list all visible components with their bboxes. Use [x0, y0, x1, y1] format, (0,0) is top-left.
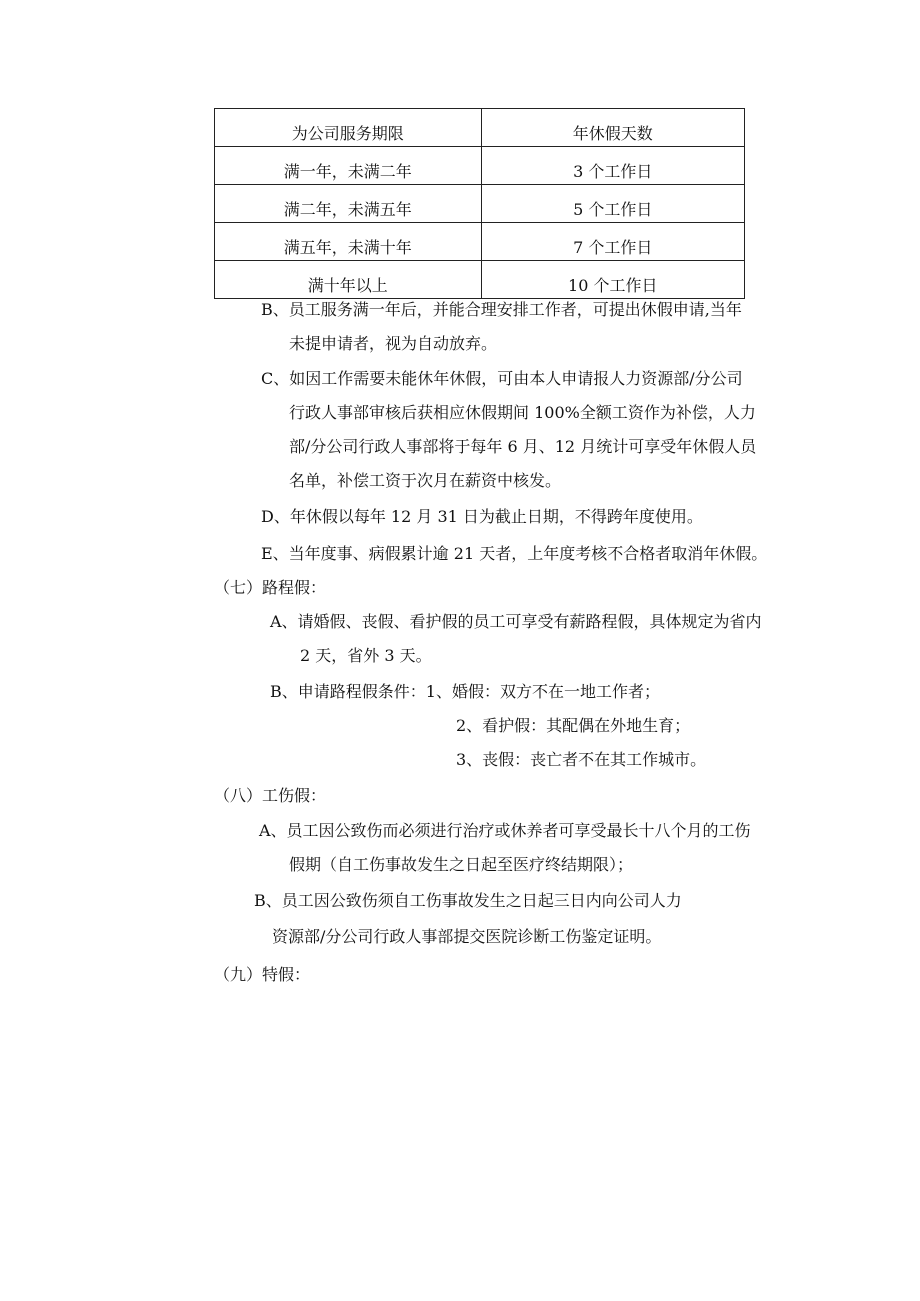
- special-leave-heading: （九）特假：: [214, 965, 311, 984]
- injury-leave-clause-a: A、员工因公致伤而必须进行治疗或休养者可享受最长十八个月的工伤: [259, 821, 751, 840]
- table-row: [215, 223, 745, 261]
- table-row: [215, 261, 745, 299]
- table-header-cell: 年休假天数: [481, 109, 745, 147]
- table-row: [215, 185, 745, 223]
- annual-leave-clause-c-cont: 部/分公司行政人事部将于每年 6 月、12 月统计可享受年休假人员: [289, 437, 757, 456]
- table-cell: 3 个工作日: [481, 147, 745, 185]
- travel-leave-clause-a: A、请婚假、丧假、看护假的员工可享受有薪路程假，具体规定为省内: [270, 612, 762, 631]
- table-cell: 10 个工作日: [481, 261, 745, 299]
- table-row: [215, 147, 745, 185]
- injury-leave-clause-b: B、员工因公致伤须自工伤事故发生之日起三日内向公司人力: [254, 891, 682, 910]
- table-cell: 满一年，未满二年: [215, 147, 482, 185]
- annual-leave-clause-e: E、当年度事、病假累计逾 21 天者，上年度考核不合格者取消年休假。: [261, 544, 768, 563]
- annual-leave-clause-d: D、年休假以每年 12 月 31 日为截止日期，不得跨年度使用。: [261, 507, 703, 526]
- table-cell: 满五年，未满十年: [215, 223, 482, 261]
- travel-leave-clause-b-item: 2、看护假：其配偶在外地生育；: [456, 716, 691, 735]
- table-header-cell: 为公司服务期限: [215, 109, 482, 147]
- annual-leave-clause-b-cont: 未提申请者，视为自动放弃。: [289, 334, 498, 353]
- travel-leave-clause-b-item: 3、丧假：丧亡者不在其工作城市。: [456, 750, 707, 769]
- annual-leave-table: [214, 108, 745, 299]
- travel-leave-clause-a-cont: 2 天，省外 3 天。: [300, 646, 432, 665]
- table-header-row: [215, 109, 745, 147]
- table-cell: 7 个工作日: [481, 223, 745, 261]
- injury-leave-clause-a-cont: 假期（自工伤事故发生之日起至医疗终结期限）；: [289, 855, 634, 874]
- travel-leave-heading: （七）路程假：: [214, 578, 327, 597]
- injury-leave-clause-b-cont: 资源部/分公司行政人事部提交医院诊断工伤鉴定证明。: [272, 927, 662, 946]
- annual-leave-clause-c: C、如因工作需要未能休年休假，可由本人申请报人力资源部/分公司: [261, 369, 743, 388]
- table-cell: 5 个工作日: [481, 185, 745, 223]
- table-cell: 满二年，未满五年: [215, 185, 482, 223]
- injury-leave-heading: （八）工伤假：: [214, 786, 327, 805]
- annual-leave-clause-c-cont: 名单，补偿工资于次月在薪资中核发。: [289, 471, 562, 490]
- annual-leave-clause-c-cont: 行政人事部审核后获相应休假期间 100%全额工资作为补偿，人力: [289, 403, 756, 422]
- table-cell: 满十年以上: [215, 261, 482, 299]
- annual-leave-clause-b: B、员工服务满一年后，并能合理安排工作者，可提出休假申请,当年: [261, 300, 742, 319]
- travel-leave-clause-b: B、申请路程假条件：1、婚假：双方不在一地工作者；: [270, 682, 660, 701]
